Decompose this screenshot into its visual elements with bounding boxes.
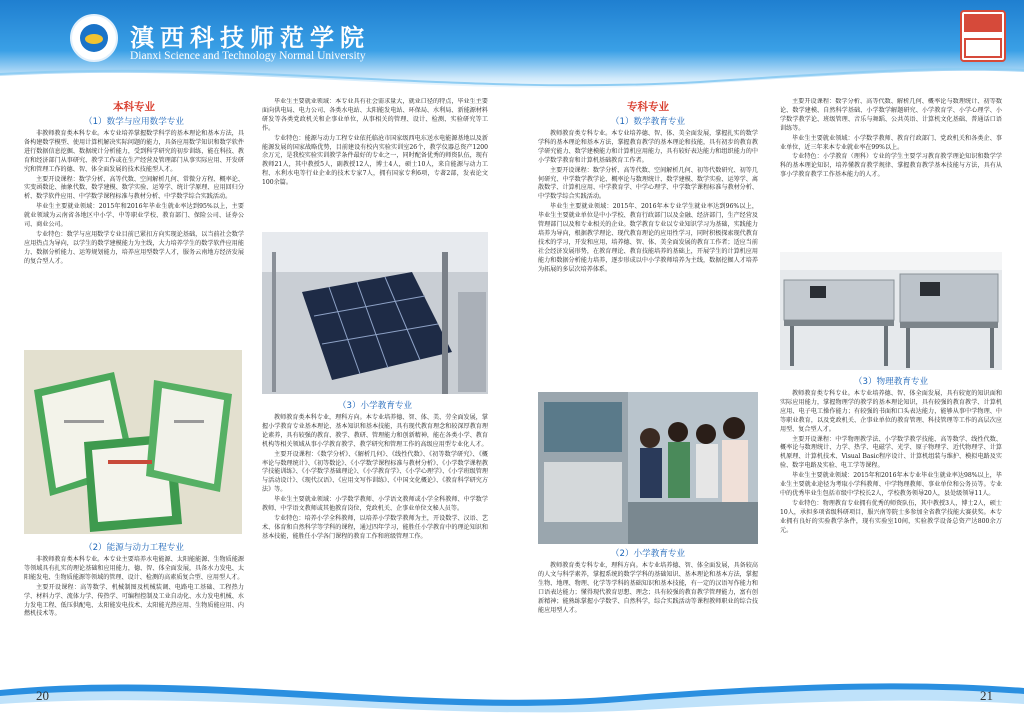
column-2-top (262, 98, 488, 230)
school-name-cn: 滇西科技师范学院 (130, 23, 370, 52)
column-1b (24, 540, 244, 652)
school-name-en: Dianxi Science and Technology Normal University (130, 50, 366, 62)
school-logo (70, 14, 118, 62)
paragraph: 教师教育类专科专业。本专业培养德、智、体全面发展，具有较宽的知识面和实际应用能力，掌握物理学的教学的基本理论知识，具有较强的教育教学、计算机应用、电子电工操作能力；有较强的书面和口头表达能力，能够从事中学物理、中等职业教育，以及党政机关、企事业单位的教育管理、科技管理等工作的高层次应用型、复合型人才。 (780, 390, 1002, 433)
header-wave (0, 62, 1024, 102)
paragraph: 专业特色：能源与动力工程专业依托临沧市国家级西电东送水电能源基地以及新能源发展的国家战略优势，目前建设有校内实验实训室26个，教学仪器总资产1200余万元，是我校实验实训教学条件最好的专业之一，同时配备优秀的师资队伍，现有教师21人，其中教授5人，副教授12人，博士4人，硕士10人，来自能源与动力工程、水利水电等行业企业的技术专家7人，拥有国家专利6项，专著2部，发表论文100余篇。 (262, 134, 488, 187)
photo-solar-lab (262, 232, 488, 394)
paragraph: 非教师教育类本科专业。本专业培养掌握数学科学的基本理论和基本方法，具备构建数学模型、使用计算机解决实际问题的能力，具备应用数学知识和数学软件进行数据信息挖掘、数据统计分析能力，受到科学研究的初步训练，能在科技、教育和经济部门从事研究、教学工作或在生产经营及管理部门从事实际应用、开发研究和管理工作的德、智、体全面发展的技术技能型人才。 (24, 130, 244, 173)
physics-lab-illustration (780, 252, 1002, 370)
subheading-primary-ed-college: （2）小学教育专业 (610, 549, 686, 559)
section-heading-undergrad: 本科专业 (113, 101, 155, 113)
column-4-bottom (780, 374, 1002, 656)
subheading-energy: （2）能源与动力工程专业 (84, 543, 184, 553)
paragraph: 主要开设课程：数学分析、高等代数、解析几何、概率论与数理统计、初等数论、数学建模、自然科学基础、小学数学解题研究、小学教育学、小学心理学、小学数学教学论、班级管理、音乐与舞蹈、公共英语、计算机文化基础、普通话口语训练等。 (780, 98, 1002, 132)
photo-students-lab (538, 392, 758, 544)
paragraph: 毕业生主要就业领域：本专业具有社会需求量大，就业口径的特点，毕业生主要面向供电局、电力公司、各类水电站、太阳能发电站、环保局、水利局、新能源材料研发等各类党政机关和企事业单位，从事相关的管理、设计、检测、实验研究等工作。 (262, 98, 488, 132)
paragraph: 主要开设课程：数学分析、高等代数、空间解析几何、初等代数研究、初等几何研究、中学数学教学论、概率论与数理统计、数学建模、数学实验、运筹学、离散数学、计算机应用、中学教育学、中学心理学、中学数学课程标准与教材分析、中学数学综合实践活动。 (538, 166, 758, 201)
page-number-left: 20 (36, 688, 49, 703)
column-3-top (538, 98, 758, 388)
students-lab-illustration (538, 392, 758, 544)
column-1 (24, 98, 244, 346)
column-4-top (780, 98, 1002, 250)
section-heading-junior-college: 专科专业 (627, 101, 669, 113)
page-number-right: 21 (980, 688, 993, 703)
paragraph: 毕业生主要就业领域：2015年和2016年本专业毕业生就业率达98%以上，毕业生主要就业途径为考取小学科教师、中学物理教师、事业单位和公务员等。专业中的优秀毕业生包括市级中学校长2人，学校教务领导20人，县处级领导11人。 (780, 472, 1002, 497)
paragraph: 教师教育类本科专业，理科方向。本专业培养德、智、体、美、劳全面发展，掌握小学教育专业基本理论、基本知识和基本技能，具有现代教育理念和较深厚教育理论素养，具有较强的教育、教学、教研、管理能力和创新精神，能在各类小学、教育机构等相关领域从事小学教育教学、教学研究和管理工作的高级应用型专业化人才。 (262, 414, 488, 448)
paragraph: 主要开设课程：中学物理教学法、小学数学教学技能、高等数学、线性代数、概率论与数理统计、力学、热学、电磁学、光学、原子物理学、近代物理学、计算机原理、计算机技术、Visual Basic程序设计、计算机组装与维护、模拟电路及实验、数字电路及实验、电工学等课程。 (780, 435, 1002, 470)
paragraph: 专业特色：数学与应用数学专业目前已紧扣方向实现论基础，以当前社会数学应用热点为导向，以学生的数学建模能力为主线，大力培养学生的数学软件应用能力、数据分析能力、运筹规划能力，培养应用型数学人才，服务云南地方经济发展的复合型人才。 (24, 230, 244, 265)
paragraph: 毕业生主要就业领域：小学数学教师、教育行政部门、党政机关和各类企、事业单位，近三年来本专业就业率在99%以上。 (780, 134, 1002, 151)
footer-wave (0, 660, 1024, 721)
subheading-primary-ed: （3）小学教育专业 (337, 401, 413, 411)
paragraph: 主要开设课程：《数学分析》、《解析几何》、《线性代数》、《初等数学研究》、《概率论与数理统计》、《初等数论》、《小学数学课程标准与教材分析》、《小学数学课程教学技能训练》、《小学数学基础理论》、《小学教育学》、《小学心理学》、《小学班级管理与活动设计》、《现代汉语》、《应用文写作训练》、《中国文化概论》、《教育科学研究方法》等。 (262, 450, 488, 494)
paragraph: 主要开设课程：数学分析、高等代数、空间解析几何、常微分方程、概率论、实变函数论、抽象代数、数学建模、数学实验、运筹学、统计学原理、应用回归分析、数学软件应用、中学数学课程标准与教材分析、中学数学综合实践活动。 (24, 175, 244, 201)
paragraph: 毕业生主要就业领域：2015年、2016年本专业学生就业率达到96%以上，毕业生主要就业单位是中小学校、教育行政部门以及金融、经济部门，生产经营及管理部门以及和专业相关的企业。数学教育专业以专业知识学习为基础，实践能力培养为导向，根据教学理论、现代教育理论的应用性学习，同时积极探索现代教育技术的学习，开发和应用，培养德、智、体、美全面发展的教育工作者；适应当前社会经济发展形势，在教育理论、教育技能培养的基础上，开展学生的计算机应用能力和数据分析能力培养，逐步形成以中小学教师培养为主线，数据挖掘人才培养为拓展的多层次培养体系。 (538, 203, 758, 273)
paragraph: 非教师教育类本科专业。本专业主要培养水电能源、太阳能能源、生物质能源等领域具有扎实的理论基础和应用能力，德、智、体全面发展，具备水力发电、太阳能发电、生物质能源等领域的管理、设计、检测的高素质复合型、应用型人才。 (24, 556, 244, 581)
subheading-physics-ed: （3）物理教育专业 (853, 377, 929, 387)
paragraph: 主要开设课程：高等数学、机械制图及机械装调、电路电工基础、工程热力学、材料力学、流体力学、传热学、可编程控制及工业自动化、水力发电机械、水力发电工程、低压供配电、太阳能发电技术、太阳能光热应用、生物质能应用、内燃机技术等。 (24, 583, 244, 618)
photo-certificates (24, 350, 242, 534)
subheading-math: （1）数学与应用数学专业 (84, 117, 184, 127)
solar-lab-illustration (262, 232, 488, 394)
column-3-bottom (538, 546, 758, 656)
seal-stamp-top (964, 14, 1002, 32)
paragraph: 专业特色：小学教育（理科）专业的学生主要学习教育教学理论知识和数学学科的基本理论知识，培养懂教育教学规律、掌握教育教学基本技能与方法，具有从事小学教育教学工作基本能力的人才。 (780, 153, 1002, 179)
paragraph: 专业特色：物理教育专业拥有优秀的师资队伍，其中教授3人，博士2人，硕士10人，承担多项省级科研项目，服兴南等院士多参加全省教学技能大赛获奖。本专业拥有良好的实验教学条件，现有实验室10间，实验教学设备总资产达800余万元。 (780, 499, 1002, 534)
paragraph: 专业特色：培养小学全科教师，以培养小学数学教师为主，开设数学、汉语、艺术、体育和自然科学等学科的课程，通过四年学习，能胜任小学教育中的理论知识和基本技能，能胜任小学各门课程的教育工作和班级管理工作。 (262, 514, 488, 540)
paragraph: 教师教育类专科专业。本专业培养德、智、体、美全面发展，掌握扎实的数学学科的基本理论和基本方法，掌握教育教学的基本理论和技能，具有初步的教育教学研究能力、数学建模能力和计算机应用能力，具有较好表达能力和组织能力的中小学数学教育和计算机基础教育工作者。 (538, 130, 758, 164)
paragraph: 毕业生主要就业领域：小学数学教师、小学语文教师或小学全科教师、中学数学教师、中学语文教师或其他教育岗位，党政机关、企事业单位文秘人员等。 (262, 496, 488, 513)
subheading-math-ed: （1）数学教育专业 (610, 117, 686, 127)
paragraph: 教师教育类专科专业，理科方向。本专业培养德、智、体全面发展，具备较高的人文与科学素养，掌握系统的数学学科的基础知识、基本理论和基本方法，掌握生物、地理、物理、化学等学科的基础知识和基本技能，有一定的汉语写作能力和口语表达能力；懂得现代教育思想、理念；具有较强的教育教学管理能力，富有创新精神；能熟练掌握小学数学、自然科学，综合实践活动等课程教师职业的综合技能应用型人才。 (538, 562, 758, 614)
column-2-bottom (262, 398, 488, 654)
seal-stamp-bottom (964, 38, 1002, 58)
photo-physics-lab (780, 252, 1002, 370)
certificates-illustration (24, 350, 242, 534)
paragraph: 毕业生主要就业领域：2015年和2016年毕业生就业率达到95%以上，主要就业领域为云南省各地区中小学、中等职业学校、教育部门、保险公司、证券公司、商业公司。 (24, 203, 244, 229)
